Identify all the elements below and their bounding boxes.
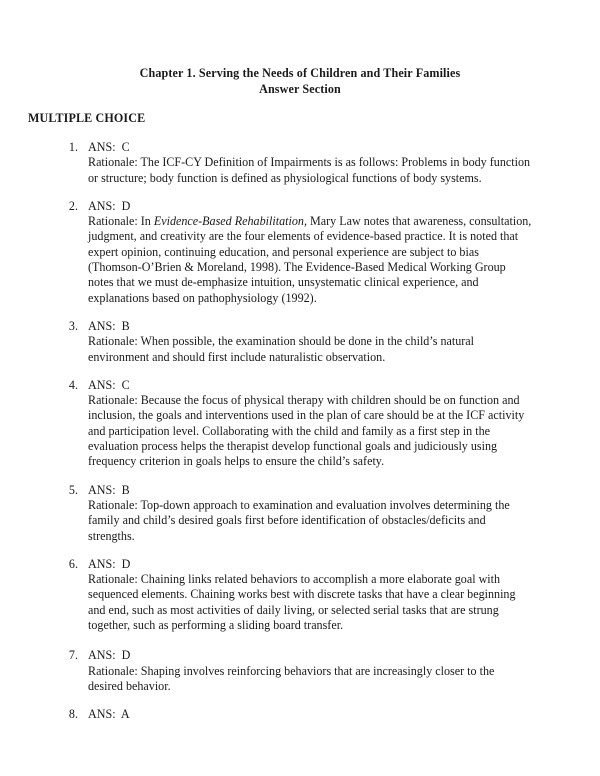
answer-line: ANS: D [88,648,131,663]
section-heading-multiple-choice: MULTIPLE CHOICE [28,111,146,125]
item-number: 6. [68,556,78,571]
item-number: 8. [68,707,78,722]
item-number: 5. [68,482,78,497]
document-title-line-1: Chapter 1. Serving the Needs of Children and Their Families [139,66,461,80]
answer-line: ANS: D [88,556,131,571]
answer-item [0,140,600,186]
rationale-text: Rationale: Because the focus of physical therapy with children should be on function and inclusion, the goals and interventions used in the plan of care should be at the ICF activity and participation level. Collaborating with the child and family as a first step in the evaluation process helps the therapist develop functional goals and judiciously using frequency criterion in goals helps to ensure the child’s safety. [88,393,525,469]
document-header [0,66,600,97]
rationale-text-pre: Rationale: In [88,214,154,229]
answer-item [0,648,600,694]
rationale-text: Rationale: When possible, the examination should be done in the child’s natural environment and should first include naturalistic observation. [88,334,475,364]
answer-item [0,483,600,544]
rationale-text: Rationale: Shaping involves reinforcing behaviors that are increasingly closer to the desired behavior. [88,663,495,693]
rationale-text: Rationale: Chaining links related behaviors to accomplish a more elaborate goal with sequenced elements. Chaining works best with discrete tasks that have a clear beginning and end, such as most activities of daily living, or selected serial tasks that are strung together, such as performing a sliding board transfer. [88,572,516,633]
answer-line: ANS: C [88,140,130,154]
answer-item [0,707,600,722]
answer-line: ANS: A [88,707,130,722]
document-title-line-2: Answer Section [259,81,341,96]
answer-item [0,199,600,306]
item-number: 4. [68,377,78,392]
answer-item [0,557,600,633]
answer-line: ANS: B [88,482,130,497]
rationale-text [88,214,532,306]
answer-line: ANS: B [88,318,130,333]
item-number: 1. [68,140,78,154]
rationale-text-post: Mary Law notes that awareness, consultation, judgment, and creativity are the four elements of evidence-based practice. It is noted that expert opinion, continuing education, and personal experience are subject to bias (Thomson-O’Brien & Moreland, 1998). The Evidence-Based Medical Working Group notes that we must de-emphasize intuition, unsystematic clinical experience, and explanations based on pathophysiology (1992). [88,214,532,305]
answer-line: ANS: D [88,198,131,213]
answer-list [0,140,600,736]
answer-line: ANS: C [88,377,130,392]
item-number: 7. [68,648,78,663]
rationale-book-title: Evidence-Based Rehabilitation, [153,214,307,229]
answer-item [0,378,600,470]
item-number: 2. [68,198,78,213]
answer-item [0,319,600,365]
item-number: 3. [68,318,78,333]
rationale-text: Rationale: The ICF-CY Definition of Impairments is as follows: Problems in body function or structure; body function is defined as physiological functions of body systems. [88,155,531,185]
rationale-text: Rationale: Top-down approach to examination and evaluation involves determining the family and child’s desired goals first before identification of obstacles/deficits and strengths. [88,497,510,543]
